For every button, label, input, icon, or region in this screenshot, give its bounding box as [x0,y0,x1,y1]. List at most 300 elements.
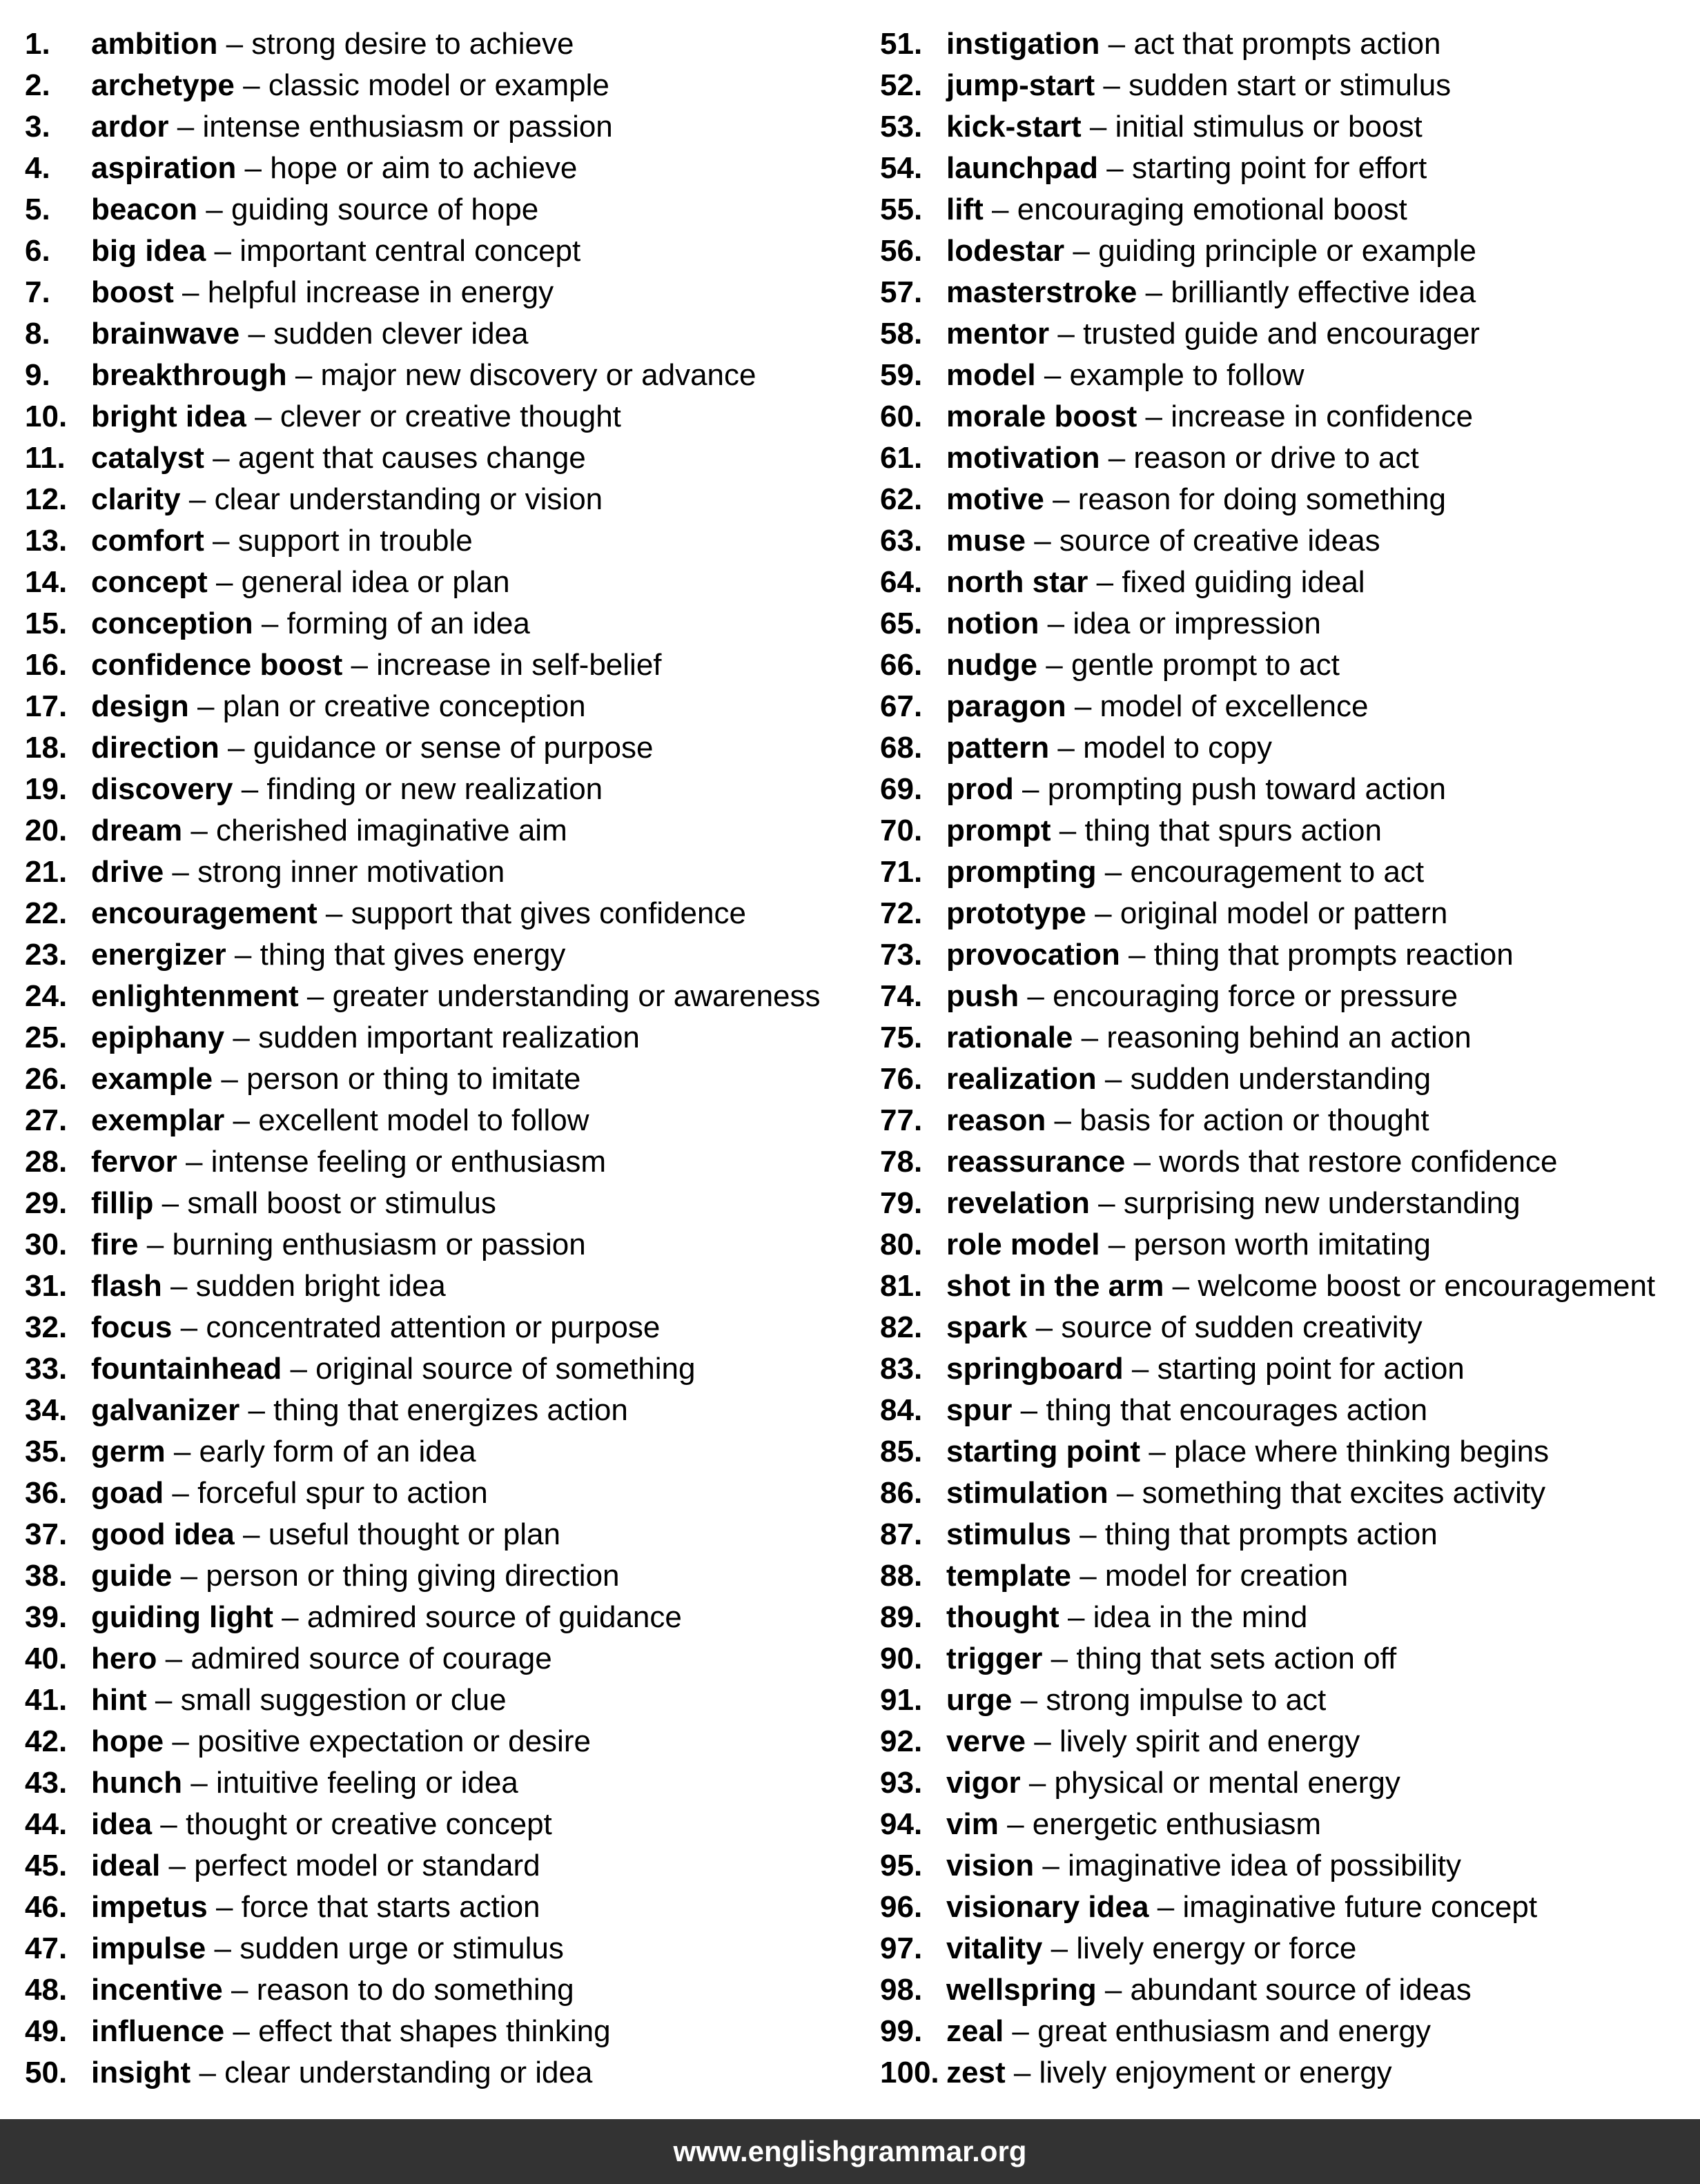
word-list-column-right [880,23,1700,2094]
entry-separator: – [1054,1103,1072,1137]
entry-number: 66. [880,648,923,682]
entry-separator: – [1108,441,1126,475]
entry-body [91,1969,574,2011]
list-item [25,1969,881,2011]
entry-definition: support in trouble [237,524,473,558]
entry-number: 41. [25,1683,68,1717]
entry-body [91,1307,660,1348]
entry-separator: – [233,2014,250,2048]
entry-term: dream [91,814,183,847]
entry-definition: model for creation [1104,1559,1349,1593]
list-item [25,727,881,769]
entry-separator: – [306,979,324,1013]
list-item [25,1845,881,1887]
entry-number: 37. [25,1517,68,1551]
list-item [880,313,1700,355]
entry-definition: idea or impression [1073,607,1321,640]
entry-separator: – [248,1393,265,1427]
entry-definition: thing that sets action off [1076,1642,1397,1675]
entry-body [91,189,538,230]
entry-term: enlightenment [91,979,299,1013]
entry-separator: – [1133,1145,1151,1179]
entry-body [91,2052,592,2094]
entry-body [946,479,1446,520]
entry-body [946,189,1407,230]
entry-separator: – [1079,1559,1097,1593]
entry-term: vitality [946,1931,1043,1965]
list-item [25,1431,881,1473]
entry-term: hint [91,1683,147,1717]
entry-number: 11. [25,441,66,475]
entry-number: 34. [25,1393,68,1427]
entry-body [946,562,1365,603]
list-item [25,1555,881,1597]
entry-term: brainwave [91,317,240,351]
list-item [25,1307,881,1348]
entry-number: 78. [880,1145,923,1179]
entry-term: goad [91,1476,164,1510]
entry-number: 94. [880,1807,923,1841]
entry-separator: – [214,1931,231,1965]
entry-definition: greater understanding or awareness [332,979,821,1013]
entry-number: 56. [880,234,923,268]
entry-number: 44. [25,1807,68,1841]
list-item [880,686,1700,727]
entry-body [91,645,662,686]
entry-term: fountainhead [91,1352,282,1386]
entry-separator: – [197,689,215,723]
entry-body [946,1141,1557,1183]
entry-body [946,148,1427,189]
entry-definition: idea in the mind [1093,1600,1308,1634]
entry-body [946,230,1476,272]
entry-number: 59. [880,358,923,392]
entry-definition: sudden understanding [1130,1062,1432,1096]
entry-separator: – [1079,1517,1097,1551]
entry-term: fire [91,1228,139,1261]
entry-term: hope [91,1724,164,1758]
entry-body [946,1555,1348,1597]
word-list [0,23,1700,2089]
entry-body [91,1100,589,1141]
entry-definition: strong inner motivation [197,855,505,889]
entry-definition: important central concept [240,234,581,268]
list-item [25,893,881,934]
entry-separator: – [1108,27,1126,61]
list-item [880,893,1700,934]
entry-body [946,1307,1423,1348]
entry-term: nudge [946,648,1037,682]
entry-term: design [91,689,189,723]
entry-definition: classic model or example [268,68,609,102]
entry-definition: imaginative idea of possibility [1068,1849,1461,1882]
entry-term: realization [946,1062,1097,1096]
entry-definition: small boost or stimulus [187,1186,496,1220]
entry-body [91,65,609,106]
entry-number: 90. [880,1642,923,1675]
entry-body [91,1887,540,1928]
entry-term: discovery [91,772,233,806]
list-item [880,479,1700,520]
entry-term: thought [946,1600,1059,1634]
entry-term: fervor [91,1145,177,1179]
entry-body [946,106,1423,148]
entry-definition: something that excites activity [1142,1476,1546,1510]
entry-body [946,355,1304,396]
entry-body [91,1059,580,1100]
list-item [25,1141,881,1183]
entry-number: 28. [25,1145,68,1179]
entry-number: 61. [880,441,923,475]
entry-term: clarity [91,482,181,516]
entry-number: 27. [25,1103,68,1137]
entry-term: concept [91,565,208,599]
list-item [880,2052,1700,2094]
entry-definition: great enthusiasm and energy [1037,2014,1432,2048]
list-item [25,603,881,645]
entry-separator: – [173,1435,191,1468]
entry-term: breakthrough [91,358,287,392]
list-item [25,976,881,1017]
entry-definition: concentrated attention or purpose [206,1310,661,1344]
entry-separator: – [188,482,206,516]
entry-separator: – [233,1103,250,1137]
entry-body [91,1597,682,1638]
entry-number: 77. [880,1103,923,1137]
list-item [880,1597,1700,1638]
entry-body [91,1845,540,1887]
list-item [880,976,1700,1017]
entry-term: ambition [91,27,218,61]
list-item [880,852,1700,893]
entry-body [946,313,1480,355]
entry-separator: – [206,193,223,226]
entry-separator: – [351,648,368,682]
entry-definition: hope or aim to achieve [270,151,578,185]
entry-body [91,437,586,479]
entry-term: insight [91,2056,191,2089]
entry-number: 71. [880,855,923,889]
entry-separator: – [155,1683,173,1717]
entry-definition: sudden urge or stimulus [240,1931,564,1965]
list-item [880,562,1700,603]
list-item [880,396,1700,437]
entry-definition: clever or creative thought [280,400,621,433]
entry-term: example [91,1062,213,1096]
entry-separator: – [1073,234,1090,268]
entry-body [91,148,577,189]
entry-term: drive [91,855,164,889]
list-item [880,645,1700,686]
entry-separator: – [1046,648,1063,682]
entry-body [91,1762,518,1804]
entry-number: 20. [25,814,68,847]
entry-definition: thing that prompts action [1104,1517,1438,1551]
entry-body [946,769,1446,810]
list-item [880,437,1700,479]
entry-term: masterstroke [946,275,1137,309]
entry-number: 58. [880,317,923,351]
entry-definition: increase in self-belief [376,648,662,682]
list-item [25,1059,881,1100]
entry-body [946,437,1419,479]
entry-term: launchpad [946,151,1099,185]
list-item [25,313,881,355]
entry-definition: effect that shapes thinking [258,2014,611,2048]
entry-number: 83. [880,1352,923,1386]
list-item [25,272,881,313]
entry-body [91,1555,620,1597]
entry-body [91,106,613,148]
entry-body [91,769,603,810]
entry-definition: forming of an idea [286,607,530,640]
entry-number: 64. [880,565,923,599]
entry-definition: plan or creative conception [222,689,586,723]
entry-term: wellspring [946,1973,1097,2007]
entry-body [946,1017,1472,1059]
entry-body [91,934,565,976]
entry-definition: lively enjoyment or energy [1039,2056,1392,2089]
entry-number: 13. [25,524,68,558]
entry-term: prototype [946,896,1086,930]
entry-definition: sudden important realization [258,1021,640,1054]
list-item [880,1721,1700,1762]
list-item [25,562,881,603]
entry-separator: – [1007,1807,1024,1841]
entry-definition: abundant source of ideas [1130,1973,1472,2007]
entry-definition: forceful spur to action [197,1476,488,1510]
entry-definition: brilliantly effective idea [1171,275,1476,309]
entry-number: 99. [880,2014,923,2048]
entry-number: 1. [25,27,50,61]
entry-definition: encouraging emotional boost [1017,193,1407,226]
entry-number: 19. [25,772,68,806]
entry-term: energizer [91,938,226,972]
entry-definition: guiding principle or example [1098,234,1476,268]
entry-number: 43. [25,1766,68,1800]
list-item [880,1348,1700,1390]
entry-definition: encouragement to act [1130,855,1425,889]
entry-definition: starting point for effort [1131,151,1427,185]
entry-separator: – [1103,68,1120,102]
entry-separator: – [170,1269,188,1303]
entry-term: epiphany [91,1021,225,1054]
entry-body [91,1017,640,1059]
entry-separator: – [1149,1435,1166,1468]
list-item [25,1928,881,1969]
entry-number: 21. [25,855,68,889]
entry-separator: – [244,151,262,185]
list-item [880,1969,1700,2011]
entry-number: 100. [880,2056,939,2089]
entry-body [91,1514,560,1555]
entry-number: 75. [880,1021,923,1054]
list-item [25,2011,881,2052]
entry-body [91,727,653,769]
entry-definition: model of excellence [1100,689,1369,723]
entry-separator: – [1096,565,1114,599]
entry-definition: lively energy or force [1076,1931,1357,1965]
entry-term: model [946,358,1036,392]
entry-definition: person worth imitating [1133,1228,1431,1261]
entry-term: motivation [946,441,1100,475]
list-item [25,852,881,893]
entry-term: mentor [946,317,1050,351]
entry-definition: surprising new understanding [1123,1186,1521,1220]
entry-body [946,65,1451,106]
entry-number: 67. [880,689,923,723]
list-item [25,355,881,396]
entry-separator: – [1053,482,1070,516]
entry-body [91,1141,606,1183]
list-item [880,1059,1700,1100]
list-item [25,1183,881,1224]
list-item [880,1266,1700,1307]
entry-separator: – [1104,855,1122,889]
entry-separator: – [177,110,195,144]
entry-separator: – [295,358,313,392]
entry-body [91,1390,628,1431]
entry-number: 8. [25,317,50,351]
entry-definition: helpful increase in energy [207,275,554,309]
list-item [880,1887,1700,1928]
entry-separator: – [226,27,244,61]
entry-definition: thing that energizes action [273,1393,628,1427]
list-item [880,1514,1700,1555]
entry-term: comfort [91,524,204,558]
entry-body [91,1804,552,1845]
entry-separator: – [1106,151,1124,185]
entry-definition: finding or new realization [266,772,603,806]
entry-number: 14. [25,565,68,599]
entry-separator: – [1098,1186,1115,1220]
entry-term: conception [91,607,253,640]
list-item [880,810,1700,852]
entry-number: 25. [25,1021,68,1054]
entry-body [946,272,1476,313]
entry-number: 84. [880,1393,923,1427]
entry-term: reason [946,1103,1046,1137]
entry-separator: – [1059,814,1077,847]
entry-separator: – [1057,317,1075,351]
entry-number: 46. [25,1890,68,1924]
entry-number: 48. [25,1973,68,2007]
list-item [880,230,1700,272]
entry-number: 45. [25,1849,68,1882]
entry-definition: increase in confidence [1171,400,1474,433]
entry-definition: admired source of courage [190,1642,552,1675]
footer-bar [0,2119,1700,2184]
footer-website-text: www.englishgrammar.org [673,2135,1027,2167]
entry-definition: imaginative future concept [1182,1890,1538,1924]
entry-number: 5. [25,193,50,226]
entry-definition: basis for action or thought [1079,1103,1429,1137]
list-item [880,934,1700,976]
entry-term: notion [946,607,1039,640]
word-list-column-left [25,23,881,2094]
entry-body [946,852,1424,893]
entry-term: urge [946,1683,1013,1717]
entry-definition: perfect model or standard [194,1849,540,1882]
entry-separator: – [1013,2056,1031,2089]
list-item [880,1804,1700,1845]
entry-separator: – [1104,1062,1122,1096]
entry-number: 95. [880,1849,923,1882]
list-item [880,106,1700,148]
entry-number: 93. [880,1766,923,1800]
entry-separator: – [1051,1642,1068,1675]
entry-term: prompt [946,814,1051,847]
entry-separator: – [992,193,1009,226]
entry-term: push [946,979,1019,1013]
entry-definition: gentle prompt to act [1071,648,1340,682]
entry-definition: trusted guide and encourager [1083,317,1480,351]
entry-separator: – [233,1021,250,1054]
entry-term: flash [91,1269,162,1303]
list-item [880,65,1700,106]
entry-number: 24. [25,979,68,1013]
entry-definition: reason to do something [256,1973,574,2007]
list-item [25,1473,881,1514]
list-item [25,1348,881,1390]
entry-separator: – [146,1228,164,1261]
entry-number: 23. [25,938,68,972]
entry-body [946,1638,1396,1680]
entry-body [91,686,586,727]
list-item [25,645,881,686]
entry-body [946,1431,1549,1473]
entry-body [946,1100,1429,1141]
entry-number: 18. [25,731,68,765]
entry-number: 86. [880,1476,923,1510]
entry-body [946,1804,1321,1845]
entry-number: 10. [25,400,68,433]
entry-number: 3. [25,110,50,144]
entry-term: exemplar [91,1103,225,1137]
entry-definition: place where thinking begins [1174,1435,1550,1468]
entry-body [91,852,505,893]
list-item [880,23,1700,65]
entry-definition: welcome boost or encouragement [1198,1269,1656,1303]
entry-number: 92. [880,1724,923,1758]
entry-definition: words that restore confidence [1159,1145,1558,1179]
entry-body [946,727,1272,769]
entry-separator: – [215,1890,233,1924]
entry-number: 40. [25,1642,68,1675]
entry-term: focus [91,1310,173,1344]
entry-body [946,934,1514,976]
entry-definition: agent that causes change [237,441,586,475]
entry-separator: – [168,1849,186,1882]
entry-separator: – [162,1186,179,1220]
entry-separator: – [231,1973,248,2007]
entry-term: trigger [946,1642,1043,1675]
entry-term: instigation [946,27,1100,61]
entry-number: 31. [25,1269,68,1303]
entry-definition: positive expectation or desire [197,1724,591,1758]
entry-term: beacon [91,193,198,226]
entry-separator: – [165,1642,183,1675]
entry-number: 51. [880,27,923,61]
entry-number: 26. [25,1062,68,1096]
entry-definition: useful thought or plan [268,1517,560,1551]
entry-number: 74. [880,979,923,1013]
entry-definition: admired source of guidance [306,1600,682,1634]
entry-separator: – [1145,275,1163,309]
entry-term: impulse [91,1931,206,1965]
list-item [25,1721,881,1762]
entry-separator: – [182,275,199,309]
